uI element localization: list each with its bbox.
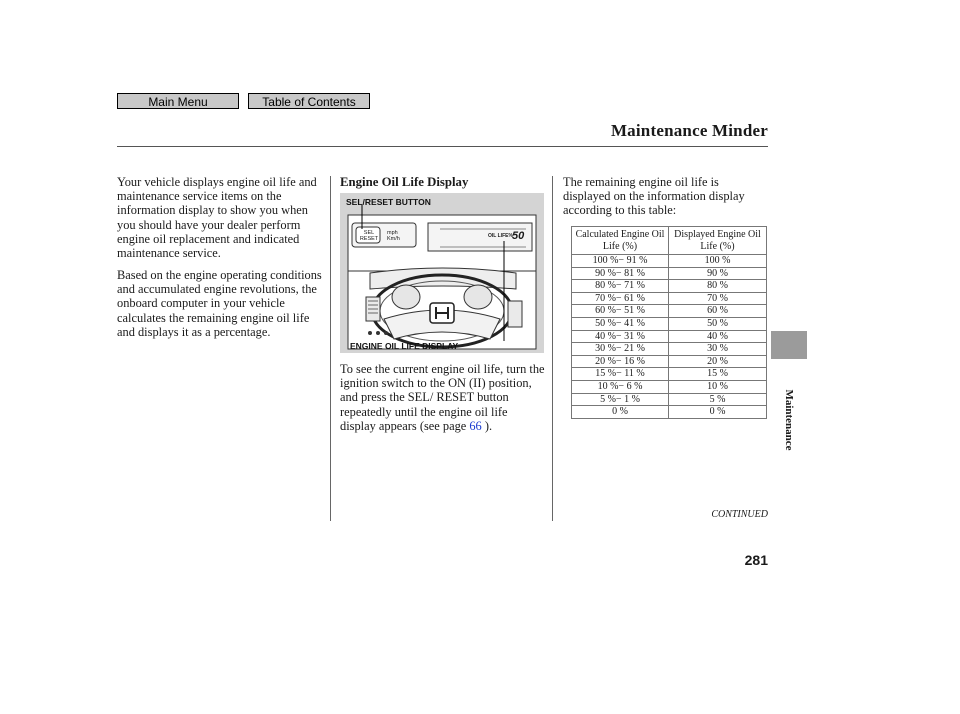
table-row	[572, 343, 767, 356]
main-menu-button[interactable]: Main Menu	[117, 93, 239, 109]
calculated-cell: 60 %− 51 %	[572, 305, 669, 318]
calculated-cell: 70 %− 61 %	[572, 292, 669, 305]
page-66-link[interactable]: 66	[469, 418, 482, 433]
table-row	[572, 305, 767, 318]
displayed-cell: 70 %	[669, 292, 767, 305]
displayed-cell: 10 %	[669, 380, 767, 393]
calculated-cell: 40 %− 31 %	[572, 330, 669, 343]
table-row	[572, 355, 767, 368]
table-row	[572, 380, 767, 393]
calculated-cell: 0 %	[572, 406, 669, 419]
calculation-paragraph: Based on the engine operating conditions and accumulated engine revolutions, the onboard computer in your vehicle calculates the remaining engine oil life and displays it as a percentage.	[117, 268, 322, 339]
kmh-text: Km/h	[387, 236, 400, 242]
calculated-oil-life-header: Calculated Engine Oil Life (%)	[572, 227, 669, 255]
table-intro-paragraph: The remaining engine oil life is displayed on the information display according to this table:	[563, 175, 745, 218]
engine-oil-life-display-label: ENGINE OIL LIFE DISPLAY	[350, 341, 459, 351]
instruction-text: To see the current engine oil life, turn the ignition switch to the ON (II) position, and press the SEL/ RESET button repeatedly until the engine oil life display appears (see page	[340, 362, 545, 433]
sel-reset-button	[358, 230, 380, 242]
calculated-cell: 90 %− 81 %	[572, 267, 669, 280]
dashboard-illustration	[340, 193, 544, 353]
oil-life-display-label: OIL LIFE%	[488, 233, 513, 239]
dashboard-drawing	[340, 193, 544, 353]
column-divider	[552, 176, 553, 521]
section-heading: Engine Oil Life Display	[340, 175, 469, 189]
displayed-cell: 50 %	[669, 317, 767, 330]
oil-life-table	[571, 226, 767, 419]
continued-label: CONTINUED	[711, 509, 768, 520]
table-row	[572, 406, 767, 419]
table-row	[572, 292, 767, 305]
calculated-cell: 80 %− 71 %	[572, 280, 669, 293]
displayed-cell: 15 %	[669, 368, 767, 381]
page-number: 281	[744, 552, 768, 568]
calculated-cell: 15 %− 11 %	[572, 368, 669, 381]
displayed-cell: 100 %	[669, 255, 767, 268]
table-row	[572, 393, 767, 406]
oil-life-display-value: 50	[512, 230, 525, 242]
calculated-cell: 50 %− 41 %	[572, 317, 669, 330]
displayed-cell: 5 %	[669, 393, 767, 406]
table-of-contents-button[interactable]: Table of Contents	[248, 93, 370, 109]
table-row	[572, 267, 767, 280]
table-row	[572, 317, 767, 330]
table-header-row	[572, 227, 767, 255]
displayed-cell: 60 %	[669, 305, 767, 318]
instruction-text-end: ).	[481, 418, 493, 433]
page-title: Maintenance Minder	[610, 121, 768, 140]
section-tab-marker	[771, 331, 807, 359]
sel-text: SEL	[363, 230, 375, 236]
calculated-cell: 100 %− 91 %	[572, 255, 669, 268]
displayed-cell: 40 %	[669, 330, 767, 343]
calculated-cell: 5 %− 1 %	[572, 393, 669, 406]
displayed-cell: 90 %	[669, 267, 767, 280]
table-row	[572, 255, 767, 268]
displayed-cell: 30 %	[669, 343, 767, 356]
displayed-oil-life-header: Displayed Engine Oil Life (%)	[669, 227, 767, 255]
table-row	[572, 280, 767, 293]
mph-text: mph	[387, 230, 398, 236]
instruction-paragraph	[340, 362, 546, 433]
header-rule	[117, 146, 768, 147]
calculated-cell: 20 %− 16 %	[572, 355, 669, 368]
table-row	[572, 368, 767, 381]
displayed-cell: 0 %	[669, 406, 767, 419]
column-divider	[330, 176, 331, 521]
intro-paragraph: Your vehicle displays engine oil life and maintenance service items on the information display to show you when you should have your dealer perform engine oil replacement and indicated maintenance service.	[117, 175, 317, 261]
displayed-cell: 20 %	[669, 355, 767, 368]
displayed-cell: 80 %	[669, 280, 767, 293]
reset-text: RESET	[359, 236, 379, 242]
calculated-cell: 30 %− 21 %	[572, 343, 669, 356]
section-side-label: Maintenance	[783, 389, 795, 451]
sel-reset-button-label: SEL/RESET BUTTON	[346, 197, 431, 207]
table-row	[572, 330, 767, 343]
speed-unit-label	[387, 230, 400, 242]
calculated-cell: 10 %− 6 %	[572, 380, 669, 393]
